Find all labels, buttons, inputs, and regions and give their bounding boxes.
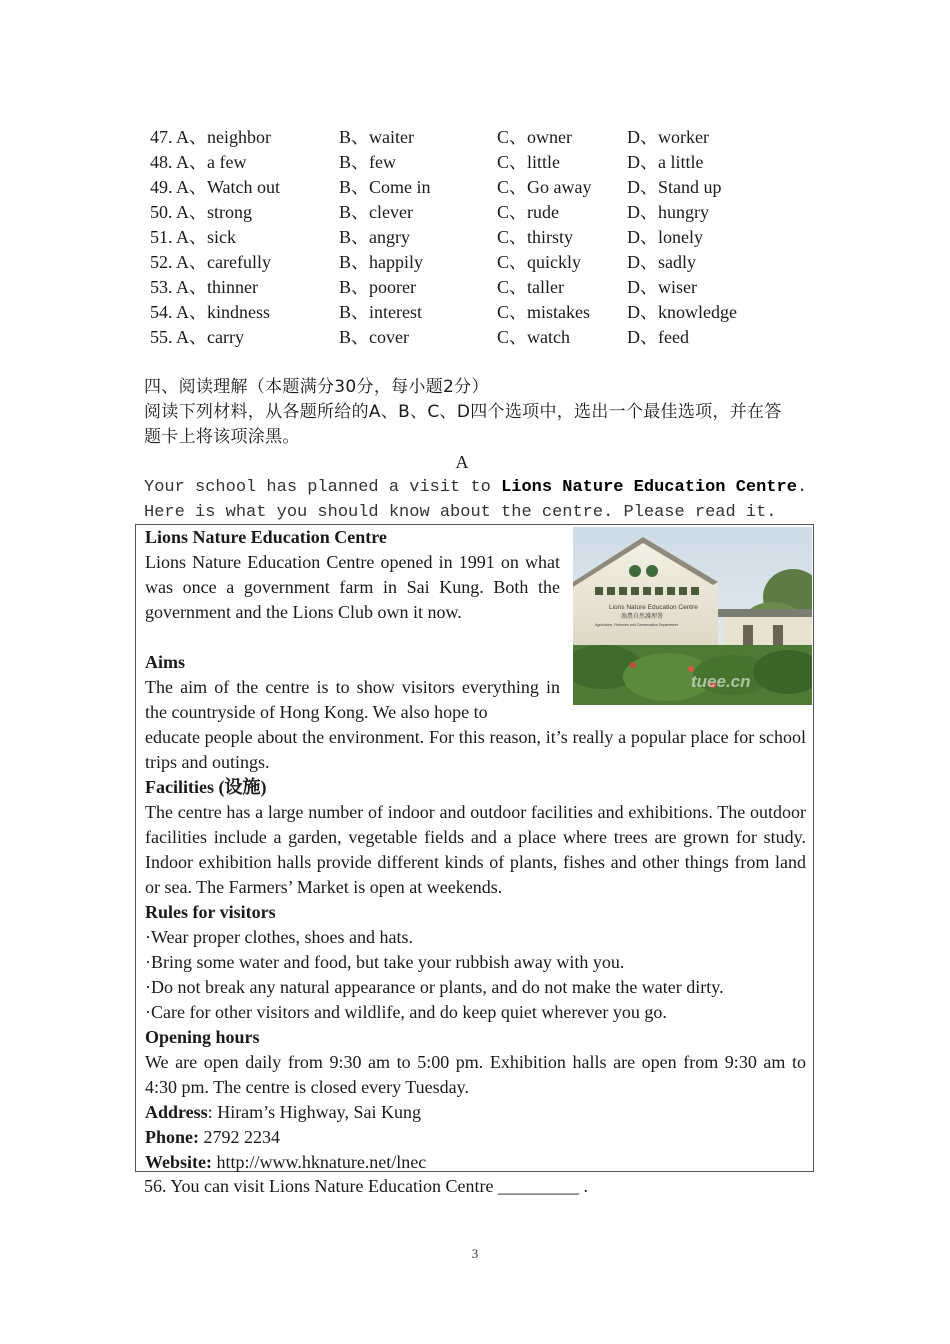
option-a: 53. A、thinner [150, 277, 258, 297]
option-row-54 [150, 300, 850, 325]
option-b: B、few [339, 152, 396, 172]
page-number: 3 [471, 1246, 479, 1261]
option-row-52 [150, 250, 850, 275]
rule-item: ·Bring some water and food, but take your rubbish away with you. [145, 952, 625, 972]
option-d: D、feed [627, 327, 689, 347]
option-c: C、Go away [497, 177, 592, 197]
passage-title: Lions Nature Education Centre [145, 527, 387, 547]
option-d: D、wiser [627, 277, 697, 297]
section-instructions-line1: 阅读下列材料，从各题所给的A、B、C、D四个选项中，选出一个最佳选项，并在答 [144, 402, 782, 422]
website-label: Website: [145, 1152, 212, 1172]
option-row-47 [150, 125, 850, 150]
option-row-49 [150, 175, 850, 200]
intro-line2: Here is what you should know about the centre. Please read it. [144, 503, 777, 522]
intro-pre: Your school has planned a visit to [144, 478, 502, 497]
option-b: B、happily [339, 252, 423, 272]
intro-post: . [796, 478, 808, 497]
option-row-50 [150, 200, 850, 225]
rule-item: ·Wear proper clothes, shoes and hats. [145, 927, 413, 947]
sign-sub-english: Agriculture, Fisheries and Conservation Department [595, 623, 678, 627]
option-c: C、taller [497, 277, 564, 297]
option-a: 55. A、carry [150, 327, 244, 347]
option-a: 51. A、sick [150, 227, 237, 247]
option-c: C、watch [497, 327, 570, 347]
address-line [145, 1100, 806, 1125]
option-c: C、mistakes [497, 302, 590, 322]
option-b: B、poorer [339, 277, 416, 297]
aims-text-part2: educate people about the environment. For this reason, it’s really a popular place for school trips and outings. [145, 727, 806, 772]
option-c: C、quickly [497, 252, 581, 272]
phone-value: 2792 2234 [199, 1127, 280, 1147]
centre-photo [573, 527, 812, 705]
intro-line1 [144, 475, 808, 500]
opening-hours-text: We are open daily from 9:30 am to 5:00 pm. Exhibition halls are open from 9:30 am to 4:30 pm. The centre is closed every Tuesday. [145, 1052, 806, 1097]
intro-paragraph: Lions Nature Education Centre opened in 1991 on what was once a government farm in Sai Kung. Both the government and the Lions Club own it now. [145, 552, 560, 622]
website-line [145, 1150, 806, 1175]
rule-item: ·Do not break any natural appearance or plants, and do not make the water dirty. [145, 977, 724, 997]
option-c: C、little [497, 152, 560, 172]
option-c: C、thirsty [497, 227, 574, 247]
option-d: D、lonely [627, 227, 703, 247]
intro-centre-name: Lions Nature Education Centre [501, 478, 797, 497]
option-row-51 [150, 225, 850, 250]
opening-hours-heading: Opening hours [145, 1027, 260, 1047]
option-b: B、cover [339, 327, 409, 347]
option-a: 52. A、carefully [150, 252, 271, 272]
option-b: B、Come in [339, 177, 431, 197]
passage-letter: A [455, 452, 469, 472]
rule-item: ·Care for other visitors and wildlife, and do keep quiet wherever you go. [145, 1002, 667, 1022]
option-b: B、angry [339, 227, 410, 247]
option-d: D、worker [627, 127, 709, 147]
sign-english: Lions Nature Education Centre [609, 604, 698, 611]
option-row-48 [150, 150, 850, 175]
option-a: 49. A、Watch out [150, 177, 281, 197]
section-instructions-line2: 题卡上将该项涂黑。 [144, 427, 300, 447]
option-a: 48. A、a few [150, 152, 247, 172]
section-title: 四、阅读理解（本题满分30分，每小题2分） [144, 377, 489, 397]
aims-text-part1: The aim of the centre is to show visitors everything in the countryside of Hong Kong. We also hope to [145, 677, 560, 722]
option-d: D、knowledge [627, 302, 737, 322]
aims-heading: Aims [145, 652, 185, 672]
photo-watermark: tuee.cn [691, 672, 751, 691]
option-row-53 [150, 275, 850, 300]
option-d: D、a little [627, 152, 704, 172]
rules-heading: Rules for visitors [145, 902, 276, 922]
option-row-55 [150, 325, 850, 350]
phone-line [145, 1125, 806, 1150]
option-b: B、waiter [339, 127, 414, 147]
question-56: 56. You can visit Lions Nature Education Centre _________ . [144, 1176, 588, 1196]
sign-sub-chinese: 漁農自然護理署 [621, 613, 664, 620]
option-a: 47. A、neighbor [150, 127, 271, 147]
phone-label: Phone: [145, 1127, 199, 1147]
option-d: D、Stand up [627, 177, 722, 197]
option-b: B、interest [339, 302, 422, 322]
facilities-text: The centre has a large number of indoor and outdoor facilities and exhibitions. The outdoor facilities include a garden, vegetable fields and a place where trees are grown for study. Indoor exhibition halls provide different kinds of plants, fishes and other things from land or sea. The Farmers’ Market is open at weekends. [145, 802, 806, 897]
option-d: D、hungry [627, 202, 709, 222]
website-value: http://www.hknature.net/lnec [212, 1152, 427, 1172]
address-label: Address [145, 1102, 208, 1122]
option-d: D、sadly [627, 252, 696, 272]
option-b: B、clever [339, 202, 413, 222]
option-a: 54. A、kindness [150, 302, 271, 322]
centre-photo-illustration [573, 527, 812, 705]
option-c: C、rude [497, 202, 559, 222]
facilities-heading: Facilities (设施) [145, 777, 267, 797]
option-c: C、owner [497, 127, 572, 147]
address-value: : Hiram’s Highway, Sai Kung [207, 1102, 421, 1122]
option-a: 50. A、strong [150, 202, 253, 222]
